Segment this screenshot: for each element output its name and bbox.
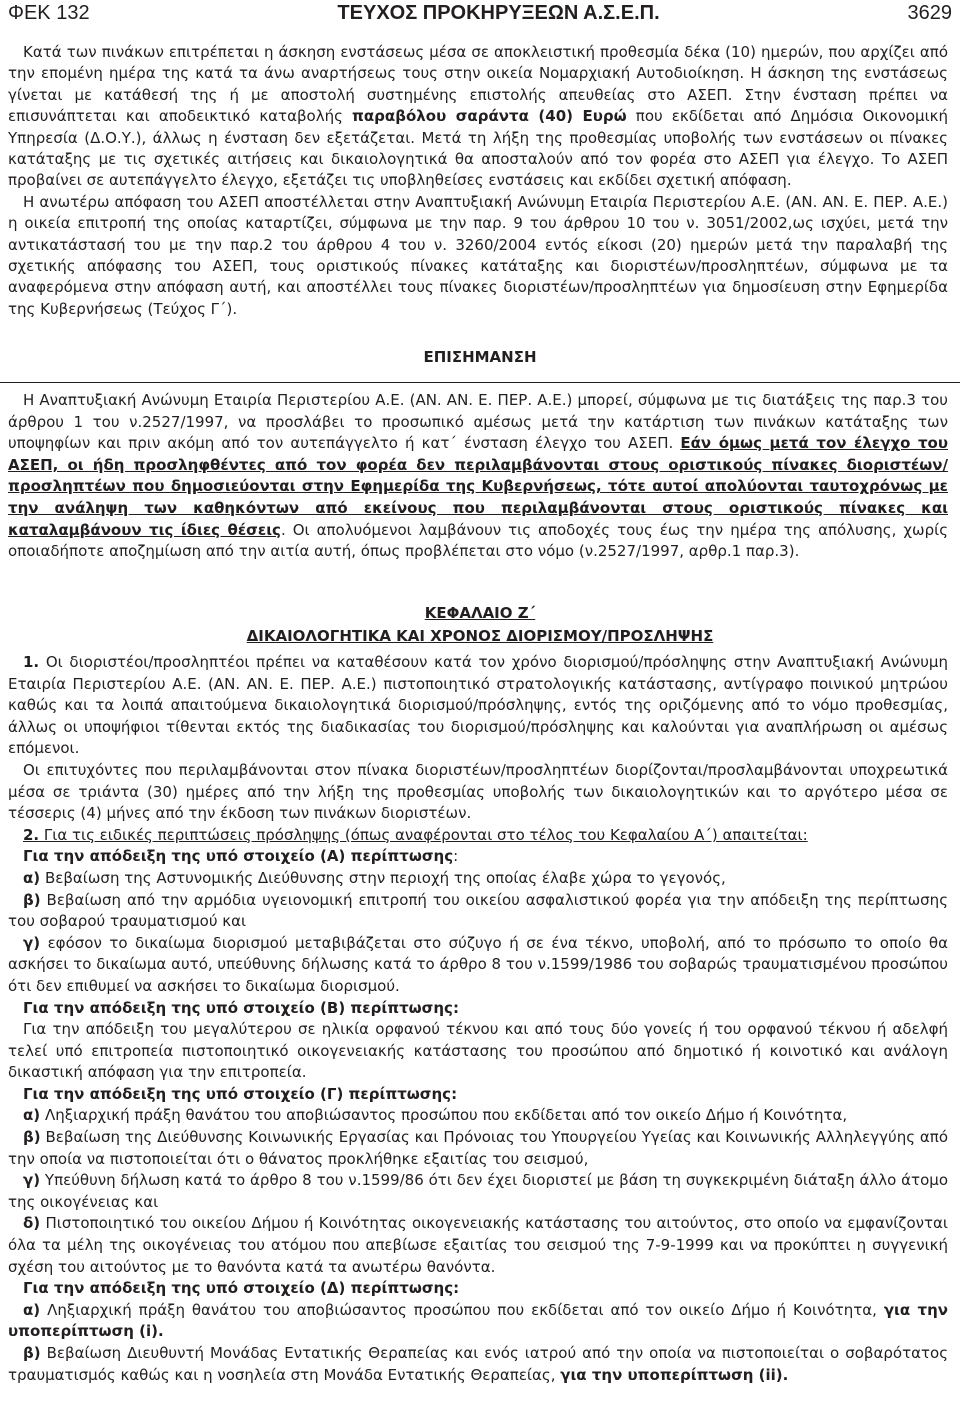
item-label: γ) [23,933,41,952]
case-a-heading [8,846,948,868]
case-c-item-b [8,1127,948,1170]
gazette-number: ΦΕΚ 132 [8,2,90,24]
item-label: β) [23,1128,41,1147]
objections-section [8,42,948,320]
case-a-item-a [8,868,948,890]
chapter-number: ΚΕΦΑΛΑΙΟ Ζ΄ [424,604,536,622]
notice-section [8,390,948,563]
text-run: : [453,847,459,866]
page-number: 3629 [907,2,952,24]
case-d-item-b [8,1343,948,1386]
text-run: Ληξιαρχική πράξη θανάτου του αποβιώσαντος προσώπου που εκδίδεται από τον οικείο Δήμο ή Κοινότητα, [40,1300,884,1319]
final-tables-paragraph: Η ανωτέρω απόφαση του ΑΣΕΠ αποστέλλεται στην Αναπτυξιακή Ανώνυμη Εταιρία Περιστερίου Α.Ε. (ΑΝ. ΑΝ. Ε. ΠΕΡ. Α.Ε.) η οικεία επιτροπή της οποίας καταρτίζει, σύμφωνα με την παρ. 9 του άρθρου 10 του ν. 3051/2002,ως ισχύει, μετά την αντικατάστασή του με την παρ.2 του άρθρου 4 του ν. 3260/2004 εντός είκοσι (20) ημερών μετά την παραλαβή της σχετικής απόφασης του ΑΣΕΠ, τους οριστικούς πίνακες κατάταξης και διοριστέων/προσληπτέων, σύμφωνα με τα αναφερόμενα στην απόφαση αυτή, και αποστέλλει τους πίνακες διοριστέων/προσληπτέων για δημοσίευση στην Εφημερίδα της Κυβερνήσεως (Τεύχος Γ΄). [8,192,948,318]
case-heading: Για την απόδειξη της υπό στοιχείο (Α) περίπτωσης [23,847,454,866]
item-1 [8,652,948,760]
fee-amount: παραβόλου σαράντα (40) Ευρώ [352,107,627,126]
item-label: α) [23,1106,41,1125]
requirements-section [8,652,948,1386]
text-run: Βεβαίωση από την αρμόδια υγειονομική επιτροπή του οικείου ασφαλιστικού φορέα για την απόδειξη της περίπτωσης του σοβαρού τραυματισμού και [8,890,948,931]
text-run: . Οι απολυόμενοι λαμβάνουν τις αποδοχές τους έως την ημέρα της απόλυσης, χωρίς οποιαδήποτε αποζημίωση από την αιτία αυτή, όπως προβλέπεται στο νόμο (ν.2527/1997, αρθρ.1 παρ.3). [8,520,948,561]
notice-title: ΕΠΙΣΗΜΑΝΣΗ [423,348,537,366]
text-run: Για τις ειδικές περιπτώσεις πρόσληψης (όπως αναφέρονται στο τέλος του Κεφαλαίου Α΄) απαιτείται: [39,825,808,844]
item-label: γ) [23,1171,41,1190]
item-label: δ) [23,1214,41,1233]
text-run: Βεβαίωση Διευθυντή Μονάδας Εντατικής Θεραπείας και ενός ιατρού από την οποία να πιστοποιείται ο σοβαρότατος τραυματισμός καθώς και η νοσηλεία στη Μονάδα Εντατικής Θεραπείας, [8,1344,948,1384]
underlined-warning: Εάν όμως μετά τον έλεγχο του ΑΣΕΠ, οι ήδη προσληφθέντες από τον φορέα δεν περιλαμβάνονται στους οριστικούς πίνακες διοριστέων/προσληπτέων που δημοσιεύονται στην Εφημερίδα της Κυβερνήσεως, τότε αυτοί απολύονται ταυτοχρόνως με την ανάληψη των καθηκόντων από εκείνους που περιλαμβάνονται στους οριστικούς πίνακες και καταλαμβάνουν τις ίδιες θέσεις [8,434,948,539]
chapter-heading [0,602,960,648]
case-c-item-a [8,1105,948,1127]
case-d-item-a [8,1300,948,1343]
text-run: Η Αναπτυξιακή Ανώνυμη Εταιρία Περιστερίου Α.Ε. (ΑΝ. ΑΝ. Ε. ΠΕΡ. Α.Ε.) μπορεί, σύμφωνα με τις διατάξεις της παρ.3 του άρθρου 1 του ν.2527/1997, να προσλάβει το προσωπικό αμέσως μετά την κατάρτιση των πινάκων κατάταξης των υποψηφίων και πριν ακόμη από τον αυτεπάγγελτο ή κατ΄ ένσταση έλεγχο του ΑΣΕΠ. [8,391,948,453]
issue-title: ΤΕΥΧΟΣ ΠΡΟΚΗΡΥΞΕΩΝ Α.Σ.Ε.Π. [337,2,660,24]
case-heading: Για την απόδειξη της υπό στοιχείο (Β) περίπτωσης: [23,998,459,1017]
case-heading: Για την απόδειξη της υπό στοιχείο (Γ) περίπτωσης: [23,1084,458,1103]
item-number: 1. [23,653,40,671]
item-label: α) [23,1300,41,1319]
item-label: α) [23,868,41,887]
case-a-item-c [8,933,948,998]
item-number: 2. [23,825,40,844]
text-run: εφόσον το δικαίωμα διορισμού μεταβιβάζεται στο σύζυγο ή σε ένα τέκνο, υποβολή, από το πρόσωπο το οποίο θα ασκήσει το δικαίωμα αυτό, υπεύθυνης δήλωσης κατά το άρθρο 8 του ν.1599/1986 του σοβαρώς τραυματισμένου προσώπου ότι δεν επιθυμεί να ασκήσει το δικαίωμα διορισμού. [8,933,948,995]
case-b-text: Για την απόδειξη του μεγαλύτερου σε ηλικία ορφανού τέκνου και από τους δύο γονείς ή του ορφανού τέκνου ή αδελφή τελεί υπό επιτροπεία πιστοποιητικό οικογενειακής κατάστασης του προσώπου από δημοτικό ή κοινοτικό και ανάλογη δικαστική απόφαση για την επιτροπεία. [8,1020,948,1082]
case-c-item-d [8,1213,948,1278]
case-a-item-b [8,890,948,933]
case-c-item-c [8,1170,948,1213]
text-run: Κατά των πινάκων επιτρέπεται η άσκηση ενστάσεως μέσα σε αποκλειστική προθεσμία δέκα (10) ημερών, που αρχίζει από την επομένη ημέρα της κατά τα άνω αναρτήσεως τους στην οικεία Νομαρχιακή Αυτοδιοίκηση. Η άσκηση της ενστάσεως γίνεται με κατάθεσή της ή με αποστολή συστημένης επιστολής απευθείας στο ΑΣΕΠ. Στην ένσταση πρέπει να επισυνάπτεται και αποδεικτικό καταβολής [8,43,948,126]
case-heading: Για την απόδειξη της υπό στοιχείο (Δ) περίπτωσης: [23,1279,460,1298]
chapter-title: ΔΙΚΑΙΟΛΟΓΗΤΙΚΑ ΚΑΙ ΧΡΟΝΟΣ ΔΙΟΡΙΣΜΟΥ/ΠΡΟΣΛΗΨΗΣ [246,627,714,645]
objections-paragraph [8,42,948,192]
item-label: β) [23,890,41,909]
item-1-paragraph-2: Οι επιτυχόντες που περιλαμβάνονται στον πίνακα διοριστέων/προσληπτέων διορίζονται/προσλαμβάνονται υποχρεωτικά μέσα σε τριάντα (30) ημέρες από την λήξη της προθεσμίας υποβολής των δικαιολογητικών και το αργότερο μέσα σε τέσσερις (4) μήνες από την έκδοση των πινάκων διοριστέων. [8,760,948,823]
item-2 [8,825,948,847]
case-d-heading [8,1278,948,1300]
notice-paragraph [8,390,948,563]
text-run: Βεβαίωση της Αστυνομικής Διεύθυνσης στην περιοχή της οποίας έλαβε χώρα το γεγονός, [40,868,726,887]
item-label: β) [23,1344,41,1362]
subcase-label: για την υποπερίπτωση (i). [8,1300,948,1341]
case-c-heading [8,1084,948,1106]
divider [0,382,960,383]
text-run: Πιστοποιητικό του οικείου Δήμου ή Κοινότητας οικογενειακής κατάστασης του αιτούντος, στο οποίο να εμφανίζονται όλα τα μέλη της οικογένειας του ατόμου που απεβίωσε εξαιτίας του σεισμού της 7-9-1999 και να προκύπτει η συγγενική σχέση του αιτούντος με το θανόντα κατά τα ανωτέρω θανόντα. [8,1214,948,1276]
text-run: που εκδίδεται από Δημόσια Οικονομική Υπηρεσία (Δ.Ο.Υ.), άλλως η ένσταση δεν εξετάζεται. Μετά τη λήξη της προθεσμίας υποβολής των ενστάσεων οι πίνακες κατάταξης με τις σχετικές αιτήσεις και δικαιολογητικά θα αποσταλούν από τον φορέα στο ΑΣΕΠ για έλεγχο. Το ΑΣΕΠ προβαίνει σε αυτεπάγγελτο έλεγχο, εξετάζει τις υποβληθείσες ενστάσεις και εκδίδει σχετική απόφαση. [8,107,949,190]
text-run: Οι διοριστέοι/προσληπτέοι πρέπει να καταθέσουν κατά τον χρόνο διορισμού/πρόσληψης στην Αναπτυξιακή Ανώνυμη Εταιρία Περιστερίου Α.Ε. (ΑΝ. ΑΝ. Ε. ΠΕΡ. Α.Ε.) πιστοποιητικό στρατολογικής κατάστασης, αντίγραφο ποινικού μητρώου καθώς και τα λοιπά απαιτούμενα δικαιολογητικά διορισμού/πρόσληψης, εντός της οριζόμενης από το νόμο προθεσμίας, άλλως οι υποψήφιοι τίθενται εκτός της διαδικασίας του διορισμού/πρόσληψης και καλούνται για αναπλήρωση οι αμέσως επόμενοι. [8,653,948,758]
text-run: Υπεύθυνη δήλωση κατά το άρθρο 8 του ν.1599/86 ότι δεν έχει διοριστεί με βάση τη συγκεκριμένη διάταξη άλλο άτομο της οικογένειας και [8,1171,948,1211]
running-head [8,2,952,32]
subcase-label: για την υποπερίπτωση (ii). [560,1365,789,1384]
text-run: Ληξιαρχική πράξη θανάτου του αποβιώσαντος προσώπου που εκδίδεται από τον οικείο Δήμο ή Κοινότητα, [40,1106,848,1125]
text-run: Βεβαίωση της Διεύθυνσης Κοινωνικής Εργασίας και Πρόνοιας του Υπουργείου Υγείας και Κοινωνικής Αλληλεγγύης από την οποία να πιστοποιείται ότι ο θάνατος προκλήθηκε εξαιτίας του σεισμού, [8,1128,948,1168]
case-b-heading [8,998,948,1020]
